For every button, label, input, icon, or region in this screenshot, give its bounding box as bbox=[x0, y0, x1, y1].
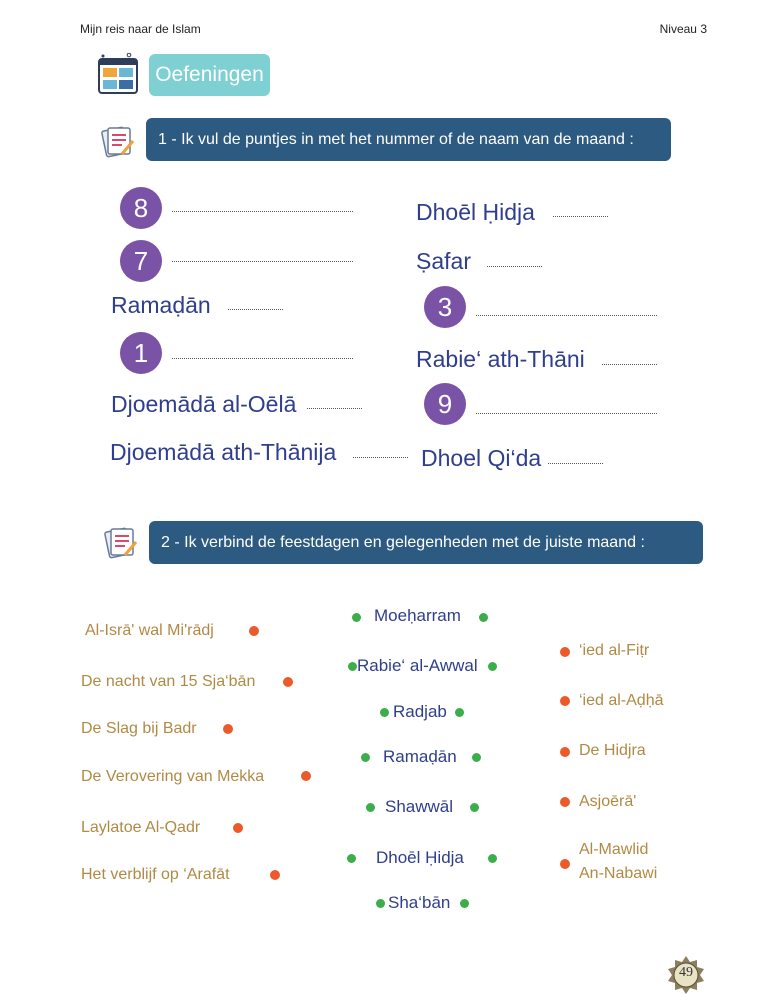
connector-dot[interactable] bbox=[560, 647, 570, 657]
exercise-1-icon bbox=[100, 124, 136, 158]
connector-dot[interactable] bbox=[560, 747, 570, 757]
fill-in-line[interactable] bbox=[228, 309, 283, 310]
level-label: Niveau 3 bbox=[659, 22, 707, 36]
fill-in-line[interactable] bbox=[487, 266, 542, 267]
worksheet-icon bbox=[97, 53, 139, 95]
month-label: Radjab bbox=[393, 702, 447, 721]
fill-in-line[interactable] bbox=[172, 261, 353, 262]
month-label: Dhoēl Ḥidja bbox=[376, 848, 464, 867]
fill-in-line[interactable] bbox=[602, 364, 657, 365]
connector-dot[interactable] bbox=[560, 696, 570, 706]
exercise-2-instruction: 2 - Ik verbind de feestdagen en gelegenheden met de juiste maand : bbox=[149, 521, 703, 564]
event-label: ‘ied al-Aḍḥā bbox=[579, 692, 664, 709]
event-label: Asjoērā' bbox=[579, 793, 637, 810]
connector-dot[interactable] bbox=[347, 854, 356, 863]
connector-dot[interactable] bbox=[233, 823, 243, 833]
event-label: Al-Mawlid bbox=[579, 841, 649, 858]
month-label: Sha‘bān bbox=[388, 893, 451, 912]
exercise-1-instruction: 1 - Ik vul de puntjes in met het nummer of de naam van de maand : bbox=[146, 118, 671, 161]
fill-in-line[interactable] bbox=[353, 457, 408, 458]
month-name: Rabie‘ ath-Thāni bbox=[416, 346, 585, 372]
event-label: Het verblijf op ‘Arafāt bbox=[81, 866, 230, 883]
connector-dot[interactable] bbox=[376, 899, 385, 908]
fill-in-line[interactable] bbox=[476, 413, 657, 414]
book-title: Mijn reis naar de Islam bbox=[80, 22, 201, 36]
month-name: Dhoēl Ḥidja bbox=[416, 199, 535, 225]
connector-dot[interactable] bbox=[270, 870, 280, 880]
event-label: An-Nabawi bbox=[579, 865, 658, 882]
connector-dot[interactable] bbox=[361, 753, 370, 762]
connector-dot[interactable] bbox=[472, 753, 481, 762]
connector-dot[interactable] bbox=[460, 899, 469, 908]
connector-dot[interactable] bbox=[560, 797, 570, 807]
month-number: 3 bbox=[424, 286, 466, 328]
month-label: Moeḥarram bbox=[374, 606, 461, 625]
exercise-2-icon bbox=[103, 525, 139, 559]
connector-dot[interactable] bbox=[348, 662, 357, 671]
month-label: Shawwāl bbox=[385, 797, 454, 816]
month-name: Dhoel Qi‘da bbox=[421, 445, 542, 471]
fill-in-line[interactable] bbox=[172, 358, 353, 359]
connector-dot[interactable] bbox=[479, 613, 488, 622]
month-name: Ṣafar bbox=[416, 248, 471, 274]
fill-in-line[interactable] bbox=[307, 408, 362, 409]
connector-dot[interactable] bbox=[380, 708, 389, 717]
connector-dot[interactable] bbox=[283, 677, 293, 687]
fill-in-line[interactable] bbox=[476, 315, 657, 316]
event-label: ‘ied al-Fiṭr bbox=[579, 642, 650, 659]
connector-dot[interactable] bbox=[223, 724, 233, 734]
fill-in-line[interactable] bbox=[553, 216, 608, 217]
connector-dot[interactable] bbox=[488, 854, 497, 863]
connector-dot[interactable] bbox=[352, 613, 361, 622]
month-number: 9 bbox=[424, 383, 466, 425]
page-number: 49 bbox=[679, 965, 693, 980]
month-name: Djoemādā al-Oēlā bbox=[111, 391, 297, 417]
month-number: 8 bbox=[120, 187, 162, 229]
month-label: Rabie‘ al-Awwal bbox=[357, 656, 478, 675]
month-label: Ramaḍān bbox=[383, 747, 457, 766]
month-name: Djoemādā ath-Thānija bbox=[110, 439, 337, 465]
event-label: Laylatoe Al-Qadr bbox=[81, 819, 201, 836]
fill-in-line[interactable] bbox=[172, 211, 353, 212]
event-label: Al-Isrā' wal Mi'rādj bbox=[85, 622, 214, 639]
event-label: De Slag bij Badr bbox=[81, 720, 197, 737]
connector-dot[interactable] bbox=[470, 803, 479, 812]
month-name: Ramaḍān bbox=[111, 292, 211, 318]
event-label: De nacht van 15 Sja‘bān bbox=[81, 673, 256, 690]
section-title: Oefeningen bbox=[149, 54, 270, 96]
month-number: 7 bbox=[120, 240, 162, 282]
connector-dot[interactable] bbox=[560, 859, 570, 869]
connector-dot[interactable] bbox=[301, 771, 311, 781]
month-number: 1 bbox=[120, 332, 162, 374]
event-label: De Verovering van Mekka bbox=[81, 768, 265, 785]
connector-dot[interactable] bbox=[366, 803, 375, 812]
connector-dot[interactable] bbox=[249, 626, 259, 636]
connector-dot[interactable] bbox=[455, 708, 464, 717]
connector-dot[interactable] bbox=[488, 662, 497, 671]
fill-in-line[interactable] bbox=[548, 463, 603, 464]
event-label: De Hidjra bbox=[579, 742, 646, 759]
